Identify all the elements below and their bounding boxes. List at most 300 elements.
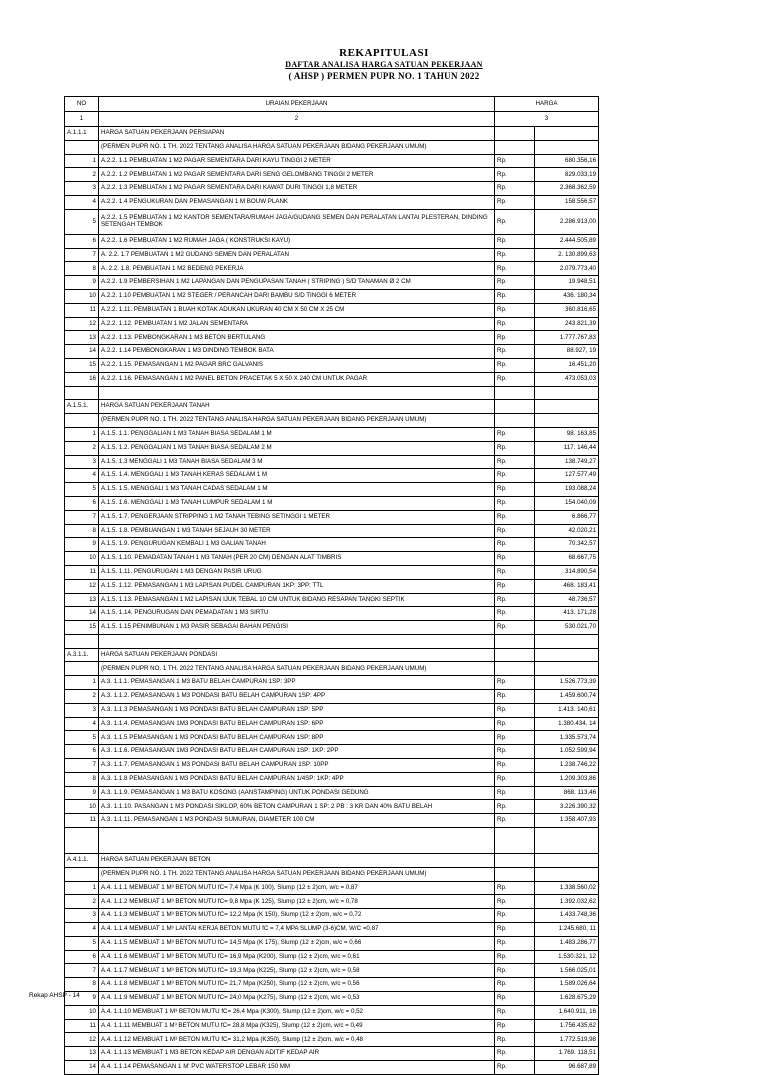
item-currency: Rp.	[495, 248, 535, 262]
section-title: HARGA SATUAN PEKERJAAN TANAH	[99, 400, 495, 414]
table-row	[65, 676, 599, 690]
item-number: 11	[65, 303, 99, 317]
item-description: A.3. 1.1.1. PEMASANGAN 1 M3 BATU BELAH CAMPURAN 1SP: 3PP	[99, 676, 495, 690]
item-description: A.4. 1.1.4 MEMBUAT 1 M³ LANTAI KERJA BETON MUTU fC = 7,4 MPA SLUMP (3-6)CM, W/C =0.87	[99, 923, 495, 937]
item-currency: Rp.	[495, 786, 535, 800]
item-price: 1.526.773,39	[535, 676, 599, 690]
item-price: 1.756.435,62	[535, 1019, 599, 1033]
table-row	[65, 538, 599, 552]
item-description: A.4. 1.1.8 MEMBUAT 1 M³ BETON MUTU fC= 21,7 Mpa (K250), Slump (12 ± 2)cm, w/c = 0,56	[99, 978, 495, 992]
item-price: 1.209.303,86	[535, 772, 599, 786]
item-currency: Rp.	[495, 621, 535, 635]
table-row	[65, 621, 599, 635]
item-description: A.1.5. 1.3 MENGGALI 1 M3 TANAH BIASA SEDALAM 3 M	[99, 455, 495, 469]
item-price: 1.335.573,74	[535, 731, 599, 745]
ref-empty	[495, 140, 535, 154]
header-uraian: URAIAN PEKERJAAN	[99, 97, 495, 112]
section-header-row	[65, 648, 599, 662]
table-row	[65, 690, 599, 704]
table-row	[65, 372, 599, 386]
table-row	[65, 1061, 599, 1075]
section-reference: (PERMEN PUPR NO. 1 TH. 2022 TENTANG ANALISA HARGA SATUAN PEKERJAAN BIDANG PEKERJAAN UMUM)	[99, 662, 495, 676]
table-row	[65, 168, 599, 182]
section-reference-row	[65, 414, 599, 428]
item-price: 70.342,57	[535, 538, 599, 552]
item-currency: Rp.	[495, 209, 535, 234]
item-number: 9	[65, 992, 99, 1006]
item-currency: Rp.	[495, 372, 535, 386]
blank-cell	[65, 386, 99, 400]
item-price: 1.413. 140,61	[535, 703, 599, 717]
item-price: 1.338.560,02	[535, 881, 599, 895]
item-number: 3	[65, 909, 99, 923]
item-currency: Rp.	[495, 331, 535, 345]
item-price: 16.451,20	[535, 358, 599, 372]
table-row	[65, 936, 599, 950]
item-number: 15	[65, 621, 99, 635]
item-description: A.3. 1.1.2. PEMASANGAN 1 M3 PONDASI BATU BELAH CAMPURAN 1SP: 4PP	[99, 690, 495, 704]
blank-cell	[99, 634, 495, 648]
item-number: 7	[65, 510, 99, 524]
table-row	[65, 800, 599, 814]
item-currency: Rp.	[495, 1061, 535, 1075]
item-description: A.1.5. 1.13. PEMASANGAN 1 M2 LAPISAN IJUK TEBAL 10 CM UNTUK BIDANG RESAPAN TANGKI SEPTIK	[99, 593, 495, 607]
table-row	[65, 303, 599, 317]
item-currency: Rp.	[495, 538, 535, 552]
item-price: 117. 146,44	[535, 441, 599, 455]
item-number: 13	[65, 331, 99, 345]
item-number: 7	[65, 759, 99, 773]
table-row	[65, 331, 599, 345]
item-description: A.1.5. 1.14. PENGURUGAN DAN PEMADATAN 1 M3 SIRTU	[99, 607, 495, 621]
table-row	[65, 992, 599, 1006]
item-description: A.4. 1.1.13 MEMBUAT 1 M3 BETON KEDAP AIR DENGAN ADITIF KEDAP AIR	[99, 1047, 495, 1061]
item-number: 5	[65, 731, 99, 745]
table-row	[65, 731, 599, 745]
item-currency: Rp.	[495, 345, 535, 359]
ref-empty	[535, 867, 599, 881]
item-description: A.3. 1.1.6. PEMASANGAN 1M3 PONDASI BATU BELAH CAMPURAN 1SP: 1KP: 2PP	[99, 745, 495, 759]
item-price: 6.866,77	[535, 510, 599, 524]
section-reference: (PERMEN PUPR NO. 1 TH. 2022 TENTANG ANALISA HARGA SATUAN PEKERJAAN BIDANG PEKERJAAN UMUM)	[99, 414, 495, 428]
blank-cell	[535, 828, 599, 854]
item-number: 2	[65, 168, 99, 182]
table-row	[65, 978, 599, 992]
section-empty	[535, 400, 599, 414]
item-description: A.2.2. 1.2 PEMBUATAN 1 M2 PAGAR SEMENTARA DARI SENG GELOMBANG TINGGI 2 METER	[99, 168, 495, 182]
item-currency: Rp.	[495, 759, 535, 773]
item-currency: Rp.	[495, 909, 535, 923]
item-description: A.1.5. 1.4. MENGGALI 1 M3 TANAH KERAS SEDALAM 1 M	[99, 469, 495, 483]
item-price: 868. 113,46	[535, 786, 599, 800]
item-price: 1.245.680, 11	[535, 923, 599, 937]
section-empty	[495, 648, 535, 662]
item-currency: Rp.	[495, 717, 535, 731]
item-price: 2.079.773,40	[535, 262, 599, 276]
item-description: A.3. 1.1.5 PEMASANGAN 1 M3 PONDASI BATU BELAH CAMPURAN 1SP: 8PP	[99, 731, 495, 745]
table-row	[65, 895, 599, 909]
item-number: 6	[65, 234, 99, 248]
item-price: 1.589.026,64	[535, 978, 599, 992]
table-row	[65, 276, 599, 290]
item-currency: Rp.	[495, 881, 535, 895]
item-price: 530.021,70	[535, 621, 599, 635]
item-description: A.2.2. 1.10 PEMBUATAN 1 M2 STEGER / PERANCAH DARI BAMBU S/D TINGGI 6 METER	[99, 289, 495, 303]
item-number: 4	[65, 717, 99, 731]
item-currency: Rp.	[495, 607, 535, 621]
section-empty	[495, 127, 535, 141]
item-price: 314.890,54	[535, 565, 599, 579]
item-number: 2	[65, 690, 99, 704]
item-price: 1.392.032,62	[535, 895, 599, 909]
ref-empty	[535, 662, 599, 676]
table-row	[65, 950, 599, 964]
table-row	[65, 455, 599, 469]
item-currency: Rp.	[495, 978, 535, 992]
section-reference-row	[65, 662, 599, 676]
item-number: 3	[65, 703, 99, 717]
item-description: A.1.5. 1.1. PENGGALIAN 1 M3 TANAH BIASA SEDALAM 1 M	[99, 427, 495, 441]
table-row	[65, 234, 599, 248]
item-currency: Rp.	[495, 552, 535, 566]
table-row	[65, 772, 599, 786]
item-price: 68.667,75	[535, 552, 599, 566]
section-code: A.4.1.1.	[65, 854, 99, 868]
item-number: 6	[65, 496, 99, 510]
item-price: 98. 163,85	[535, 427, 599, 441]
ref-empty	[535, 414, 599, 428]
item-number: 7	[65, 964, 99, 978]
table-row	[65, 1019, 599, 1033]
ref-empty	[65, 414, 99, 428]
item-description: A.2.2. 1.1 PEMBUATAN 1 M2 PAGAR SEMENTARA DARI KAYU TINGGI 2 METER	[99, 154, 495, 168]
item-number: 6	[65, 950, 99, 964]
item-description: A.4. 1.1.11 MEMBUAT 1 M³ BETON MUTU fC= 28,8 Mpa (K325), Slump (12 ± 2)cm, w/c = 0,49	[99, 1019, 495, 1033]
item-currency: Rp.	[495, 289, 535, 303]
item-number: 9	[65, 276, 99, 290]
item-currency: Rp.	[495, 964, 535, 978]
item-number: 5	[65, 936, 99, 950]
item-price: 1.640.911, 16	[535, 1005, 599, 1019]
item-number: 12	[65, 317, 99, 331]
item-description: A.2.2. 1.5 PEMBUATAN 1 M2 KANTOR SEMENTARA/RUMAH JAGA/GUDANG SEMEN DAN PERALATAN LANTAI PLESTERAN, DINDING SETENGAH TEMBOK	[99, 209, 495, 234]
item-number: 5	[65, 483, 99, 497]
item-price: 1.530.321, 12	[535, 950, 599, 964]
section-reference-row	[65, 867, 599, 881]
section-code: A.3.1.1.	[65, 648, 99, 662]
item-currency: Rp.	[495, 441, 535, 455]
item-currency: Rp.	[495, 469, 535, 483]
item-price: 96.687,89	[535, 1061, 599, 1075]
header-harga: HARGA	[495, 97, 599, 112]
item-number: 15	[65, 358, 99, 372]
item-number: 10	[65, 552, 99, 566]
table-row	[65, 717, 599, 731]
item-currency: Rp.	[495, 182, 535, 196]
item-description: A.2.2. 1.3 PEMBUATAN 1 M2 PAGAR SEMENTARA DARI KAWAT DURI TINGGI 1,8 METER	[99, 182, 495, 196]
table-row	[65, 786, 599, 800]
blank-cell	[99, 828, 495, 854]
item-currency: Rp.	[495, 772, 535, 786]
item-currency: Rp.	[495, 731, 535, 745]
item-description: A.2.2. 1.16. PEMASANGAN 1 M2 PANEL BETON PRACETAK 5 X 50 X 240 CM UNTUK PAGAR	[99, 372, 495, 386]
table-row	[65, 1047, 599, 1061]
item-price: 3.226.390,32	[535, 800, 599, 814]
item-description: A.3. 1.1.7. PEMASANGAN 1 M3 PONDASI BATU BELAH CAMPURAN 1SP: 10PP	[99, 759, 495, 773]
item-description: A. 2.2. 1.7 PEMBUATAN 1 M2 GUDANG SEMEN DAN PERALATAN	[99, 248, 495, 262]
item-currency: Rp.	[495, 168, 535, 182]
item-price: 436. 180,34	[535, 289, 599, 303]
item-description: A.2.2. 1.15. PEMASANGAN 1 M2 PAGAR BRC GALVANIS	[99, 358, 495, 372]
item-price: 1.769. 118,51	[535, 1047, 599, 1061]
section-header-row	[65, 127, 599, 141]
item-currency: Rp.	[495, 276, 535, 290]
table-row	[65, 209, 599, 234]
item-price: 2.286.913,00	[535, 209, 599, 234]
header-num-3: 3	[495, 112, 599, 127]
item-price: 1.566.025,01	[535, 964, 599, 978]
item-number: 3	[65, 455, 99, 469]
table-row	[65, 579, 599, 593]
item-currency: Rp.	[495, 992, 535, 1006]
header-row	[65, 97, 599, 112]
item-currency: Rp.	[495, 483, 535, 497]
item-number: 14	[65, 607, 99, 621]
item-price: 1.628.675,29	[535, 992, 599, 1006]
table-row	[65, 593, 599, 607]
header-num-2: 2	[99, 112, 495, 127]
item-number: 2	[65, 895, 99, 909]
item-price: 193.088,24	[535, 483, 599, 497]
item-price: 154.040,09	[535, 496, 599, 510]
item-currency: Rp.	[495, 1005, 535, 1019]
item-currency: Rp.	[495, 703, 535, 717]
item-number: 6	[65, 745, 99, 759]
item-number: 8	[65, 978, 99, 992]
item-price: 1.772.519,98	[535, 1033, 599, 1047]
ref-empty	[65, 867, 99, 881]
blank-row	[65, 828, 599, 854]
item-price: 48.736,57	[535, 593, 599, 607]
section-code: A.1.5.1.	[65, 400, 99, 414]
section-code: A.1.1.1	[65, 127, 99, 141]
item-description: A.1.5. 1.9. PENGURUGAN KEMBALI 1 M3 GALIAN TANAH	[99, 538, 495, 552]
title-permen: ( AHSP ) PERMEN PUPR NO. 1 TAHUN 2022	[288, 71, 480, 81]
item-currency: Rp.	[495, 814, 535, 828]
item-description: A.4. 1.1.2 MEMBUAT 1 M³ BETON MUTU fC= 9,8 Mpa (K 125), Slump (12 ± 2)cm, w/c = 0,78	[99, 895, 495, 909]
item-number: 13	[65, 1047, 99, 1061]
recap-table	[64, 96, 599, 1075]
item-price: 88.927, 19	[535, 345, 599, 359]
table-row	[65, 909, 599, 923]
item-description: A.3. 1.1.3 PEMASANGAN 1 M3 PONDASI BATU BELAH CAMPURAN 1SP: 5PP	[99, 703, 495, 717]
item-number: 8	[65, 262, 99, 276]
table-row	[65, 182, 599, 196]
item-currency: Rp.	[495, 936, 535, 950]
item-currency: Rp.	[495, 195, 535, 209]
blank-cell	[65, 634, 99, 648]
item-number: 8	[65, 772, 99, 786]
item-currency: Rp.	[495, 745, 535, 759]
table-row	[65, 483, 599, 497]
item-price: 127.577,49	[535, 469, 599, 483]
ref-empty	[495, 867, 535, 881]
item-description: A.3. 1.1.11. PEMASANGAN 1 M3 PONDASI SUMURAN, DIAMETER 100 CM	[99, 814, 495, 828]
item-description: A.1.5. 1.2. PENGGALIAN 1 M3 TANAH BIASA SEDALAM 2 M	[99, 441, 495, 455]
section-header-row	[65, 400, 599, 414]
item-number: 16	[65, 372, 99, 386]
item-description: A.3. 1.1.10. PASANGAN 1 M3 PONDASI SIKLOP, 60% BETON CAMPURAN 1 SP: 2 PB : 3 KR DAN 40% BATU BELAH	[99, 800, 495, 814]
item-description: A.1.5. 1.10. PEMADATAN TANAH 1 M3 TANAH (PER 20 CM) DENGAN ALAT TIMBRIS	[99, 552, 495, 566]
blank-cell	[495, 828, 535, 854]
item-currency: Rp.	[495, 895, 535, 909]
header-no: NO	[65, 97, 99, 112]
item-price: 1.459.600,74	[535, 690, 599, 704]
blank-cell	[535, 386, 599, 400]
item-number: 11	[65, 565, 99, 579]
table-row	[65, 289, 599, 303]
item-description: A.1.5. 1.6. MENGGALI 1 M3 TANAH LUMPUR SEDALAM 1 M	[99, 496, 495, 510]
item-description: A.2.2. 1.12. PEMBUATAN 1 M2 JALAN SEMENTARA	[99, 317, 495, 331]
item-description: A. 2.2. 1.8. PEMBUATAN 1 M2 BEDENG PEKERJA	[99, 262, 495, 276]
item-number: 3	[65, 182, 99, 196]
table-row	[65, 1005, 599, 1019]
item-number: 4	[65, 469, 99, 483]
item-number: 9	[65, 786, 99, 800]
table-row	[65, 262, 599, 276]
item-currency: Rp.	[495, 358, 535, 372]
item-number: 14	[65, 1061, 99, 1075]
item-price: 829.033,19	[535, 168, 599, 182]
item-currency: Rp.	[495, 676, 535, 690]
header-number-row	[65, 112, 599, 127]
blank-row	[65, 386, 599, 400]
blank-cell	[495, 634, 535, 648]
item-currency: Rp.	[495, 690, 535, 704]
blank-cell	[65, 828, 99, 854]
item-price: 1.358.407,93	[535, 814, 599, 828]
item-description: A.2.2. 1.11. PEMBUATAN 1 BUAH KOTAK ADUKAN UKURAN 40 CM X 50 CM X 25 CM	[99, 303, 495, 317]
item-currency: Rp.	[495, 565, 535, 579]
item-currency: Rp.	[495, 510, 535, 524]
item-currency: Rp.	[495, 950, 535, 964]
item-price: 19.948,51	[535, 276, 599, 290]
item-price: 1.380.434, 14	[535, 717, 599, 731]
item-number: 1	[65, 881, 99, 895]
item-number: 4	[65, 195, 99, 209]
item-number: 8	[65, 524, 99, 538]
item-currency: Rp.	[495, 800, 535, 814]
table-row	[65, 358, 599, 372]
item-price: 2.368.362,59	[535, 182, 599, 196]
item-number: 1	[65, 154, 99, 168]
item-currency: Rp.	[495, 234, 535, 248]
item-number: 11	[65, 814, 99, 828]
item-currency: Rp.	[495, 593, 535, 607]
item-number: 13	[65, 593, 99, 607]
section-reference-row	[65, 140, 599, 154]
item-description: A.1.5. 1.15 PENIMBUNAN 1 M3 PASIR SEBAGAI BAHAN PENGISI	[99, 621, 495, 635]
item-number: 1	[65, 427, 99, 441]
ref-empty	[65, 662, 99, 676]
item-price: 2.444.505,89	[535, 234, 599, 248]
table-row	[65, 923, 599, 937]
section-empty	[495, 854, 535, 868]
table-row	[65, 565, 599, 579]
item-price: 1.483.286,77	[535, 936, 599, 950]
item-number: 9	[65, 538, 99, 552]
item-description: A.3. 1.1.4. PEMASANGAN 1M3 PONDASI BATU BELAH CAMPURAN 1SP: 6PP	[99, 717, 495, 731]
item-description: A.2.2. 1.9 PEMBERSIHAN 1 M2 LAPANGAN DAN PENGUPASAN TANAH ( STRIPING ) S/D TANAMAN Ø 2 CM	[99, 276, 495, 290]
item-number: 10	[65, 800, 99, 814]
item-description: A.2.2. 1.6 PEMBUATAN 1 M2 RUMAH JAGA ( KONSTRUKSI KAYU)	[99, 234, 495, 248]
item-number: 10	[65, 289, 99, 303]
item-price: 413. 171,28	[535, 607, 599, 621]
item-currency: Rp.	[495, 923, 535, 937]
table-row	[65, 317, 599, 331]
item-number: 5	[65, 209, 99, 234]
item-description: A.3. 1.1.8 PEMASANGAN 1 M3 PONDASI BATU BELAH CAMPURAN 1/4SP: 1KP: 4PP	[99, 772, 495, 786]
blank-cell	[495, 386, 535, 400]
ref-empty	[535, 140, 599, 154]
item-description: A.4. 1.1.12 MEMBUAT 1 M³ BETON MUTU fC= 31,2 Mpa (K350), Slump (12 ± 2)cm, w/c = 0,48	[99, 1033, 495, 1047]
section-empty	[535, 127, 599, 141]
title-rekapitulasi: REKAPITULASI	[339, 47, 429, 59]
item-price: 138.749,27	[535, 455, 599, 469]
table-row	[65, 427, 599, 441]
item-price: 1.052.599,94	[535, 745, 599, 759]
table-row	[65, 195, 599, 209]
item-number: 12	[65, 579, 99, 593]
item-currency: Rp.	[495, 317, 535, 331]
table-row	[65, 703, 599, 717]
table-row	[65, 496, 599, 510]
section-empty	[495, 400, 535, 414]
item-description: A.4. 1.1.7 MEMBUAT 1 M³ BETON MUTU fC= 19,3 Mpa (K225), Slump (12 ± 2)cm, w/c = 0,58	[99, 964, 495, 978]
item-price: 1.238.746,22	[535, 759, 599, 773]
item-number: 4	[65, 923, 99, 937]
item-currency: Rp.	[495, 427, 535, 441]
blank-cell	[535, 634, 599, 648]
table-row	[65, 607, 599, 621]
section-empty	[535, 648, 599, 662]
table-row	[65, 814, 599, 828]
ref-empty	[65, 140, 99, 154]
section-header-row	[65, 854, 599, 868]
table-row	[65, 1033, 599, 1047]
item-description: A.1.5. 1.7. PENGERJAAN STRIPPING 1 M2 TANAH TEBING SETINGGI 1 METER	[99, 510, 495, 524]
item-description: A.4. 1.1.3 MEMBUAT 1 M³ BETON MUTU fC= 12,2 Mpa (K 150), Slump (12 ± 2)cm, w/c = 0,72	[99, 909, 495, 923]
item-description: A.2.2. 1.14 PEMBONGKARAN 1 M3 DINDING TEMBOK BATA	[99, 345, 495, 359]
item-currency: Rp.	[495, 1047, 535, 1061]
table-row	[65, 964, 599, 978]
item-price: 680.356,16	[535, 154, 599, 168]
item-description: A.4. 1.1.5 MEMBUAT 1 M³ BETON MUTU fC= 14,5 Mpa (K 175), Slump (12 ± 2)cm, w/c = 0,66	[99, 936, 495, 950]
section-reference: (PERMEN PUPR NO. 1 TH. 2022 TENTANG ANALISA HARGA SATUAN PEKERJAAN BIDANG PEKERJAAN UMUM)	[99, 867, 495, 881]
table-row	[65, 510, 599, 524]
item-price: 1.777.767,83	[535, 331, 599, 345]
item-price: 1.433.748,36	[535, 909, 599, 923]
item-description: A.4. 1.1.9 MEMBUAT 1 M³ BETON MUTU fC= 24,0 Mpa (K275), Slump (12 ± 2)cm, w/c = 0,53	[99, 992, 495, 1006]
item-price: 360.816,65	[535, 303, 599, 317]
table-row	[65, 745, 599, 759]
ref-empty	[495, 414, 535, 428]
item-price: 42.020,21	[535, 524, 599, 538]
item-description: A.1.5. 1.12. PEMASANGAN 1 M3 LAPISAN PUDEL CAMPURAN 1KP: 3PP: TTL	[99, 579, 495, 593]
item-currency: Rp.	[495, 303, 535, 317]
table-row	[65, 524, 599, 538]
item-number: 2	[65, 441, 99, 455]
